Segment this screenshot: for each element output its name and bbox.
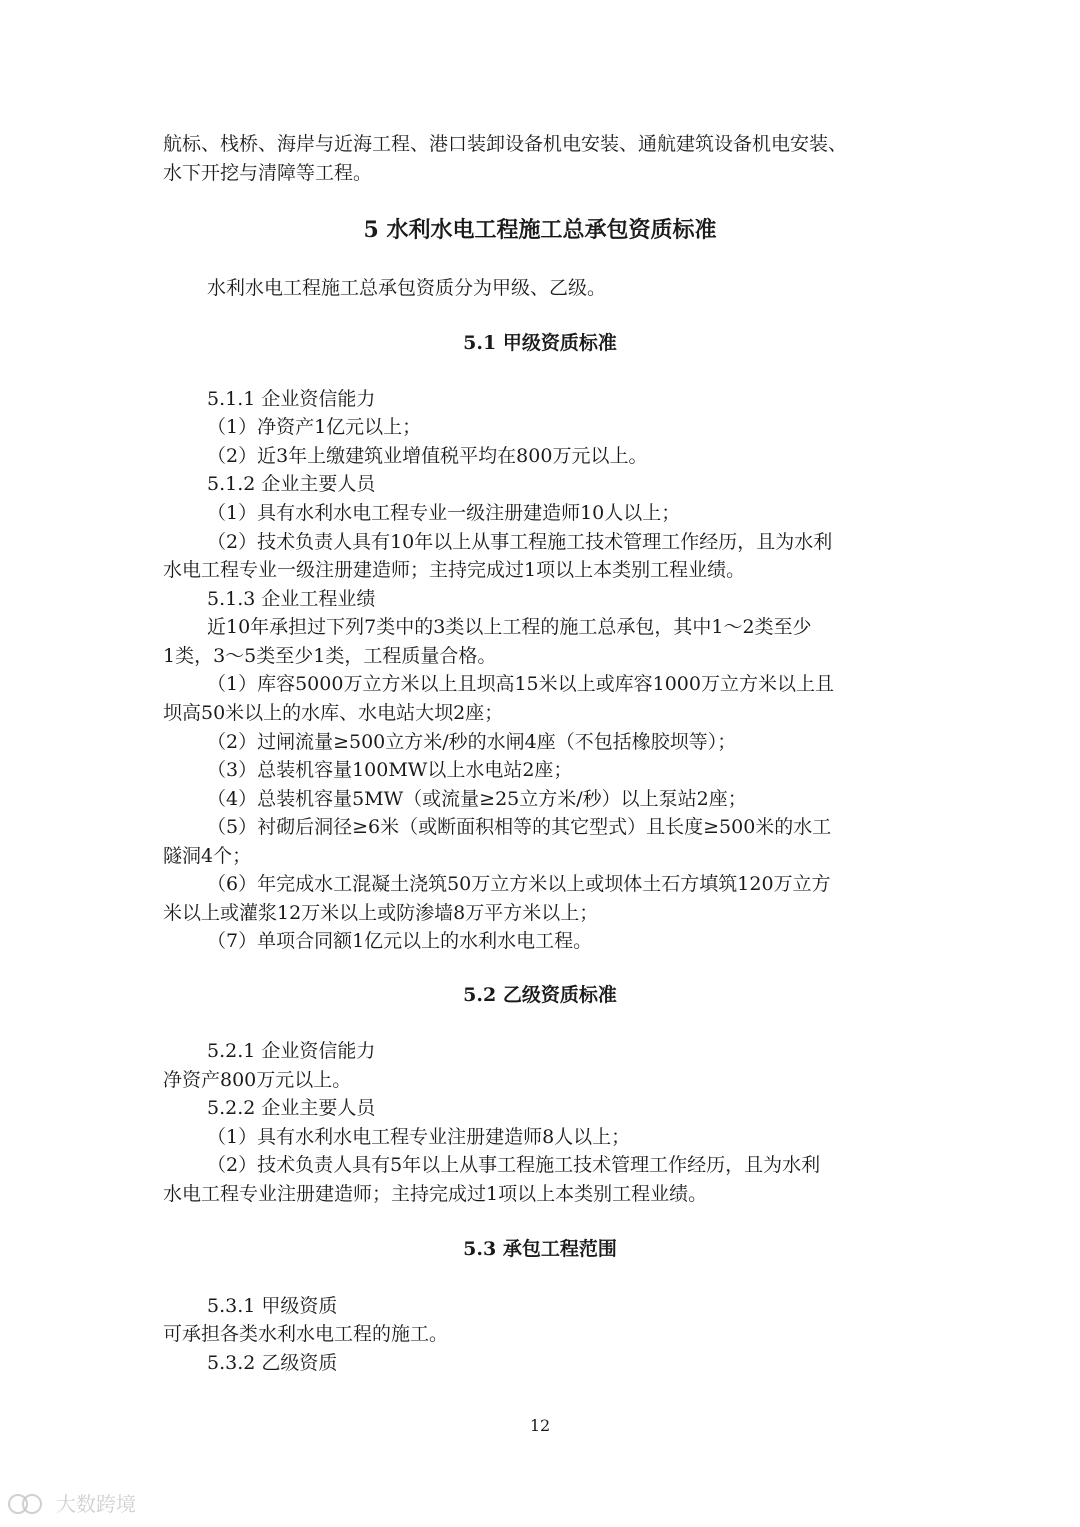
text-line: 5.1.3 企业工程业绩 bbox=[207, 588, 376, 610]
page-number: 12 bbox=[529, 1416, 551, 1435]
text-line: （4）总装机容量5MW（或流量≥25立方米/秒）以上泵站2座； bbox=[207, 788, 747, 810]
text-line: （3）总装机容量100MW以上水电站2座； bbox=[207, 759, 573, 781]
text-line: （2）过闸流量≥500立方米/秒的水闸4座（不包括橡胶坝等）； bbox=[207, 731, 737, 753]
text-line: （1）具有水利水电工程专业注册建造师8人以上； bbox=[207, 1126, 631, 1148]
text-line: （7）单项合同额1亿元以上的水利水电工程。 bbox=[207, 930, 593, 952]
text-line: 5.2.1 企业资信能力 bbox=[207, 1040, 376, 1062]
text-line: （1）净资产1亿元以上； bbox=[207, 416, 422, 438]
text-line: （2）技术负责人具有10年以上从事工程施工技术管理工作经历，且为水利 bbox=[207, 531, 833, 553]
text-line: 5.3.2 乙级资质 bbox=[207, 1352, 338, 1374]
text-line: 水下开挖与清障等工程。 bbox=[163, 162, 373, 184]
text-line: 5.1.2 企业主要人员 bbox=[207, 473, 376, 495]
text-line: 5.2.2 企业主要人员 bbox=[207, 1097, 376, 1119]
text-line: （1）具有水利水电工程专业一级注册建造师10人以上； bbox=[207, 502, 681, 524]
text-line: 5.1.1 企业资信能力 bbox=[207, 388, 376, 410]
text-line: 坝高50米以上的水库、水电站大坝2座； bbox=[163, 702, 504, 724]
text-line: （6）年完成水工混凝土浇筑50万立方米以上或坝体土石方填筑120万立方 bbox=[207, 873, 831, 895]
subsection-heading: 5.1 甲级资质标准 bbox=[463, 332, 617, 354]
text-line: 航标、栈桥、海岸与近海工程、港口装卸设备机电安装、通航建筑设备机电安装、 bbox=[163, 133, 848, 155]
text-line: 水利水电工程施工总承包资质分为甲级、乙级。 bbox=[207, 277, 607, 299]
text-line: 1类，3～5类至少1类，工程质量合格。 bbox=[163, 645, 497, 667]
watermark bbox=[8, 1488, 136, 1517]
text-line: （2）近3年上缴建筑业增值税平均在800万元以上。 bbox=[207, 445, 648, 467]
text-line: 水电工程专业注册建造师；主持完成过1项以上本类别工程业绩。 bbox=[163, 1183, 708, 1205]
text-line: 隧洞4个； bbox=[163, 845, 252, 867]
watermark-text: 大数跨境 bbox=[56, 1492, 136, 1516]
subsection-heading: 5.3 承包工程范围 bbox=[463, 1238, 617, 1260]
text-line: （1）库容5000万立方米以上且坝高15米以上或库容1000万立方米以上且 bbox=[207, 673, 834, 695]
text-line: 可承担各类水利水电工程的施工。 bbox=[163, 1323, 449, 1345]
text-line: 净资产800万元以上。 bbox=[163, 1069, 352, 1091]
text-line: 米以上或灌浆12万米以上或防渗墙8万平方米以上； bbox=[163, 902, 599, 924]
subsection-heading: 5.2 乙级资质标准 bbox=[463, 984, 617, 1006]
watermark-logo-icon bbox=[8, 1491, 52, 1515]
text-line: 近10年承担过下列7类中的3类以上工程的施工总承包，其中1～2类至少 bbox=[207, 616, 812, 638]
text-line: （2）技术负责人具有5年以上从事工程施工技术管理工作经历，且为水利 bbox=[207, 1154, 821, 1176]
text-line: （5）衬砌后洞径≥6米（或断面积相等的其它型式）且长度≥500米的水工 bbox=[207, 816, 832, 838]
section-heading: 5 水利水电工程施工总承包资质标准 bbox=[363, 217, 717, 243]
text-line: 水电工程专业一级注册建造师；主持完成过1项以上本类别工程业绩。 bbox=[163, 559, 746, 581]
text-line: 5.3.1 甲级资质 bbox=[207, 1295, 338, 1317]
